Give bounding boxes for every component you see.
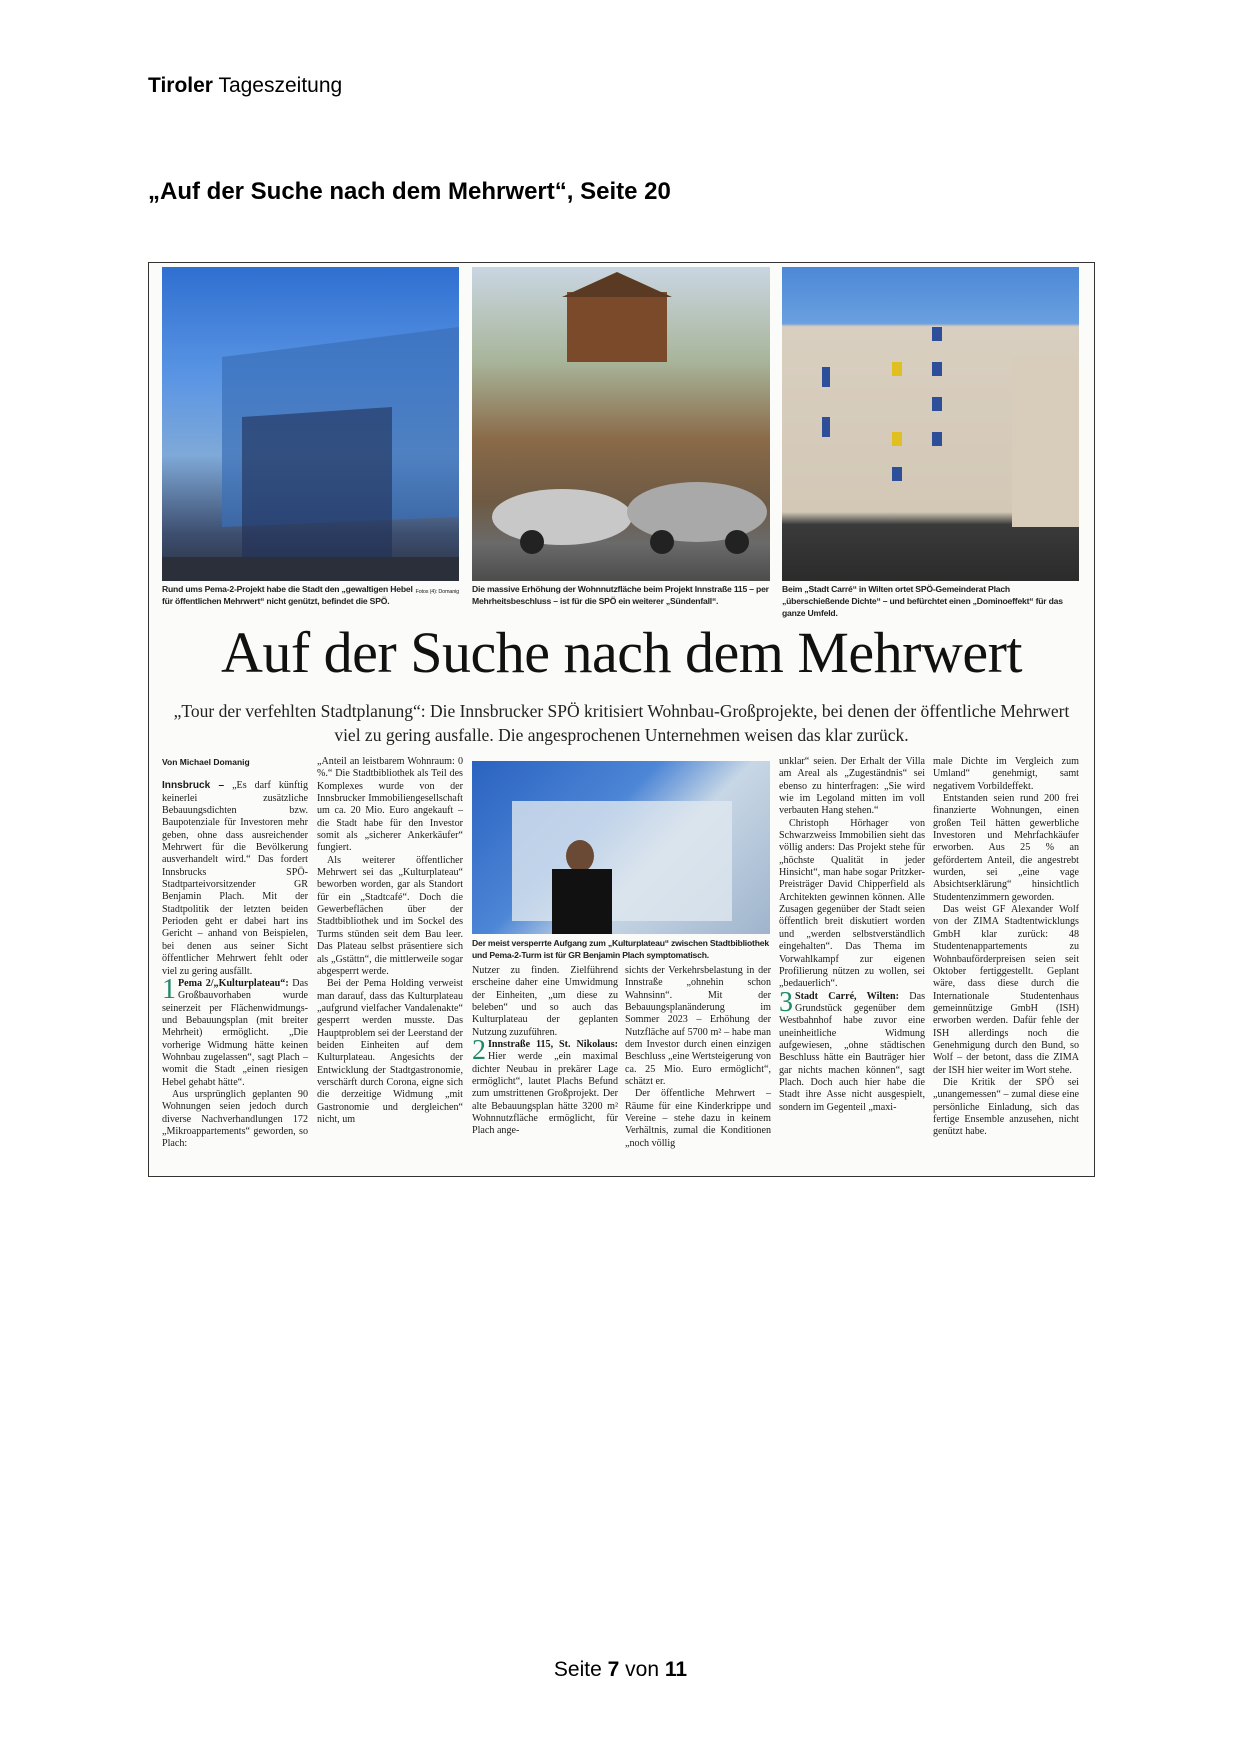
current-page: 7 <box>607 1658 620 1681</box>
page-prefix: Seite <box>553 1658 602 1681</box>
byline: Von Michael Domanig <box>162 757 250 767</box>
section-heading: Pema 2/„Kulturplateau“: <box>178 977 289 989</box>
photo-stadt-carre <box>782 267 1079 581</box>
hillside-illustration <box>472 267 770 581</box>
photo-innstrasse-115 <box>472 267 770 581</box>
page-of: von <box>625 1658 660 1681</box>
section-number: 1 <box>162 973 176 1005</box>
paragraph: male Dichte im Vergleich zum Umland“ genehmigt, samt negativem Vorbildeffekt. <box>933 756 1079 792</box>
facade-illustration <box>782 267 1079 581</box>
photo-credit: Fotos (4): Domanig <box>415 589 459 595</box>
publication-rest: Tageszeitung <box>218 74 343 97</box>
caption-text: Rund ums Pema-2-Projekt habe die Stadt den „gewaltigen Hebel für öffentlichen Mehrwert“ nicht genützt, befindet die SPÖ. <box>162 584 413 606</box>
total-pages: 11 <box>664 1658 688 1681</box>
paragraph: unklar“ seien. Der Erhalt der Villa am Areal als „Zugeständnis“ sei ebenso zu hinterfragen: „Sie wird wie im Legoland mitten im voll verbauten Hang stehen.“ <box>779 756 925 817</box>
paragraph: Nutzer zu finden. Zielführend erscheine daher eine Umwidmung der Einheiten, „um diese zu beleben“ und so auch das Kulturplateau der geplanten Nutzung zuzuführen. <box>472 965 618 1038</box>
section-heading: Innstraße 115, St. Nikolaus: <box>488 1039 618 1051</box>
article-column-4 <box>625 948 771 1150</box>
publication-name <box>148 74 342 98</box>
paragraph: Die Kritik der SPÖ sei „unangemessen“ – zumal diese eine persönliche Einladung, sich das fertige Ensemble anzusehen, nicht genützt habe. <box>933 1076 1079 1138</box>
article-column-3 <box>472 948 618 1138</box>
paragraph: Christoph Hörhager von Schwarzweiss Immobilien sieht das völlig anders: Das Projekt stehe für „höchste Qualität in jeder Hinsicht“, man habe sogar Pritzker-Preisträger David Chipperfield als Architekten gewinnen können. Alle Zusagen gegenüber der Stadt seien öffentlich breit diskutiert worden und „werden selbstverständlich eingehalten“. Das Thema im Vorwahlkampf zur eigenen Profilierung nützen zu wollen, sei „bedauerlich“. <box>779 817 925 990</box>
building-illustration <box>162 267 459 581</box>
photo-caption <box>162 583 459 607</box>
paragraph: Entstanden seien rund 200 frei finanzierte Wohnungen, einen großen Teil hätten gewerbliche Investoren und Mehrfachkäufer erworben. Aus 25 % an gefördertem Anteil, die angestrebt wurden, sei „eine vage Absichtserklärung“ hinsichtlich Studentenzimmern geworden. <box>933 793 1079 903</box>
article-column-6 <box>933 756 1079 1139</box>
article-subtitle: „Tour der verfehlten Stadtplanung“: Die Innsbrucker SPÖ kritisiert Wohnbau-Großprojekte, bei denen der öffentliche Mehrwert viel zu gering ausfalle. Die angesprochenen Unternehmen weisen das klar zurück. <box>173 701 1070 745</box>
article-headline: Auf der Suche nach dem Mehrwert <box>220 620 1023 685</box>
publication-bold: Tiroler <box>148 74 213 97</box>
photo-caption: Beim „Stadt Carré“ in Wilten ortet SPÖ-Gemeinderat Plach „überschießende Dichte“ – und befürchtet einen „Dominoeffekt“ für das ganze Umfeld. <box>782 584 1063 618</box>
paragraph: Hier werde „ein maximal dichter Neubau in prekärer Lage ermöglicht“, lautet Plachs Befund zum umstrittenen Großprojekt. Der alte Bebauungsplan hätte 3200 m² Wohnnutzfläche ermöglicht, für Plach ange- <box>472 1051 618 1137</box>
paragraph: Aus ursprünglich geplanten 90 Wohnungen seien jedoch durch diverse Nachverhandlungen 172 „Mikroappartements“ geworden, so Plach: <box>162 1088 308 1150</box>
page-number <box>0 1658 1241 1682</box>
section-heading: Stadt Carré, Wilten: <box>795 990 900 1002</box>
section-number: 2 <box>472 1035 486 1067</box>
article-column-5 <box>779 756 925 1114</box>
paragraph: Der öffentliche Mehrwert – Räume für eine Kinderkrippe und Vereine – stehe dazu in keinem Verhältnis, zumal die Konditionen „noch völlig <box>625 1088 771 1149</box>
newspaper-clipping <box>148 262 1095 1177</box>
document-title: „Auf der Suche nach dem Mehrwert“, Seite 20 <box>148 178 671 205</box>
section-number: 3 <box>779 986 793 1018</box>
paragraph: Bei der Pema Holding verweist man darauf, dass das Kulturplateau „aufgrund vielfacher Vandalenakte“ gesperrt werden musste. Das Hauptproblem sei der Leerstand der beiden Einheiten auf dem Kulturplateau. Angesichts der Entwicklung der Stadtgastronomie, verschärft durch Corona, eigne sich die derzeitige Widmung „mit Gastronomie und dergleichen“ nicht, um <box>317 978 463 1125</box>
paragraph: Als weiterer öffentlicher Mehrwert sei das „Kulturplateau“ beworben worden, gar als Standort für ein „Stadtcafé“. Doch die Gewerbeflächen über der Stadtbibliothek und im Sockel des Turms stünden seit dem Bau leer. Das Plateau selbst präsentiere sich als „Gstättn“, die mittlerweile sogar abgesperrt werde. <box>317 854 463 977</box>
photo-caption: Die massive Erhöhung der Wohnnutzfläche beim Projekt Innstraße 115 – per Mehrheitsbeschluss – ist für die SPÖ ein weiterer „Sündenfall“. <box>472 584 769 606</box>
photo-caption: Der meist versperrte Aufgang zum „Kulturplateau“ zwischen Stadtbibliothek und Pema-2-Turm ist für GR Benjamin Plach symptomatisch. <box>472 938 769 960</box>
kulturplateau-illustration <box>472 761 770 934</box>
paragraph: sichts der Verkehrsbelastung in der Innstraße „ohnehin schon Wahnsinn“. Mit der Bebauungsplanänderung im Sommer 2023 – Erhöhung der Nutzfläche auf 5700 m² – habe man dem Investor durch einen einzigen Beschluss „eine Wertsteigerung von ca. 25 Mio. Euro ermöglicht“, schätzt er. <box>625 965 771 1088</box>
article-column-1 <box>162 756 308 1151</box>
paragraph: Das Grundstück gegenüber dem Westbahnhof habe zuvor eine uneinheitliche Widmung aufgewiesen, „ohne städtischen Beschluss hätte ein Bauträger hier gar nichts machen können“, sagt Plach. Doch auch hier habe die Stadt ihre Asse nicht ausgespielt, sondern im Gegenteil „maxi- <box>779 990 925 1113</box>
photo-pema-2-building <box>162 267 459 581</box>
article-column-2 <box>317 756 463 1126</box>
paragraph: „Anteil an leistbarem Wohnraum: 0 %.“ Die Stadtbibliothek als Teil des Komplexes wurde von der Innsbrucker Immobiliengesellschaft um ca. 20 Mio. Euro angekauft – die Stadt habe für den Investor somit als „sicherer Ankerkäufer“ fungiert. <box>317 756 463 854</box>
paragraph: Das Großbauvorhaben wurde seinerzeit per Flächenwidmungs- und Bebauungsplan (mit breiter Mehrheit) ermöglicht. „Die vorherige Widmung hätte keinen Wohnbau zugelassen“, sagt Plach – womit die Stadt „einen riesigen Hebel gehabt hätte“. <box>162 977 308 1088</box>
photo-kulturplateau <box>472 761 770 934</box>
paragraph: Das weist GF Alexander Wolf von der ZIMA Stadtentwicklungs GmbH klar zurück: 48 Studentenappartements zu Wohnbauförderpreisen seien seit Oktober fertiggestellt. Geplant wäre, dass diese durch die Internationale Studentenhaus gemeinnützige GmbH (ISH) erworben werden. Dafür fehle der ISH allerdings noch die Genehmigung durch den Bund, so Wolf – der betont, dass die ZIMA der ISH hier weiter im Wort stehe. <box>933 904 1079 1076</box>
paragraph: „Es darf künftig keinerlei zusätzliche Bebauungsdichten bzw. Baupotenziale für Investoren mehr geben, ohne dass ausreichender Mehrwert für die Bevölkerung ausverhandelt wird.“ Das fordert Innsbrucks SPÖ-Stadtparteivorsitzender GR Benjamin Plach. Mit der Stadtpolitik der letzten beiden Perioden geht er dabei hart ins Gericht – anhand von Beispielen, bei denen aus seiner Sicht öffentlicher Mehrwert fehlt oder viel zu gering ausfällt. <box>162 780 308 977</box>
dateline: Innsbruck – <box>162 780 225 792</box>
